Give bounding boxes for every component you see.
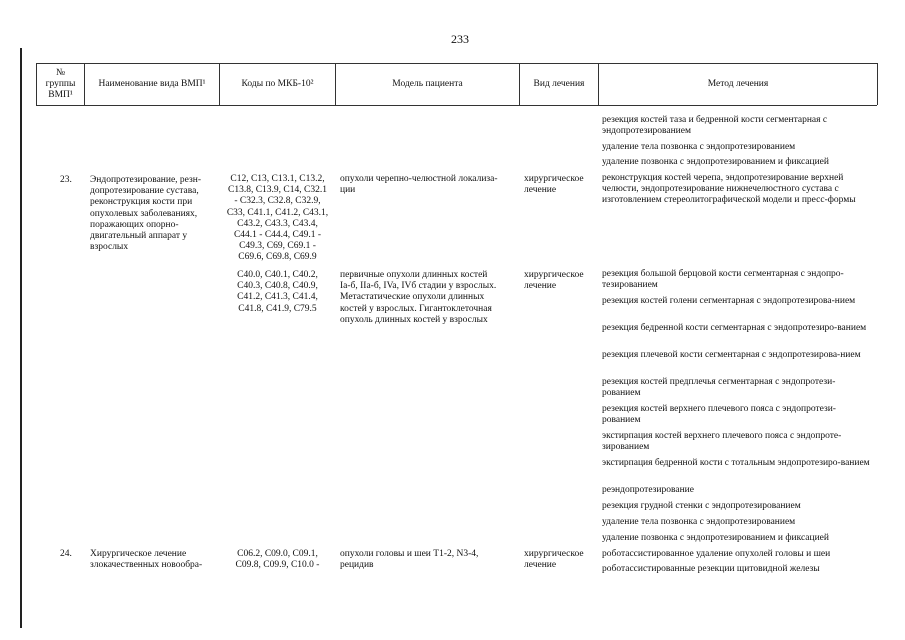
method-item: удаление позвонка с эндопротезированием и фиксацией (602, 533, 829, 543)
method-item: реэндопротезирование (602, 485, 694, 495)
method-item: экстирпация бедренной кости с тотальным эндопротезиро-ванием (602, 458, 870, 468)
header-treatment-type: Вид лечения (533, 78, 585, 89)
method-item: резекция костей таза и бедренной кости сегментарная с эндопротезированием (602, 115, 828, 136)
icd-codes: C06.2, C09.0, C09.1, C09.8, C09.9, C10.0 - (235, 549, 320, 571)
header-icd-codes: Коды по МКБ-10² (241, 78, 314, 89)
method-item: резекция грудной стенки с эндопротезированием (602, 501, 801, 511)
group-number: 24. (60, 549, 72, 559)
page-left-border (20, 48, 22, 628)
method-item: экстирпация костей верхнего плечевого пояса с эндопроте-зированием (602, 431, 842, 452)
treatment-type: хирургическое лечение (524, 270, 584, 292)
table-header-bottom-rule (36, 105, 877, 106)
group-number: 23. (60, 175, 72, 185)
treatment-type: хирургическое лечение (524, 174, 584, 196)
header-patient-model: Модель пациента (392, 78, 463, 89)
header-treatment-method: Метод лечения (707, 78, 769, 89)
method-item: удаление позвонка с эндопротезированием и фиксацией (602, 157, 829, 167)
header-group-number: № группы ВМП¹ (45, 67, 76, 100)
treatment-type: хирургическое лечение (524, 549, 584, 571)
vmp-name: Эндопротезирование, резн- допротезирование сустава, реконструкция кости при опухолевых заболеваниях, поражающих опорно- двигательный аппарат у взрослых (90, 175, 202, 253)
vmp-name: Хирургическое лечение злокачественных новообра- (90, 549, 203, 571)
patient-model: первичные опухоли длинных костей Ia-б, IIa-б, IVa, IVб стадии у взрослых. Метастатические опухоли длинных костей у взрослых. Гигантоклеточная опухоль длинных костей у взрослых (340, 270, 497, 325)
method-item: резекция костей предплечья сегментарная с эндопротези-рованием (602, 377, 836, 398)
method-item: роботассистированные резекции щитовидной железы (602, 564, 820, 574)
patient-model: опухоли черепно-челюстной локализа- ции (340, 174, 498, 196)
method-item: резекция бедренной кости сегментарная с эндопротезиро-ванием (602, 323, 867, 333)
method-item: роботассистированное удаление опухолей головы и шеи (602, 549, 831, 559)
header-divider (877, 63, 878, 105)
method-item: реконструкция костей черепа, эндопротезирование верхней челюсти, эндопротезирование нижнечелюстного сустава с изготовлением стереолитографической модели и пресс-формы (602, 173, 856, 205)
method-item: резекция костей верхнего плечевого пояса с эндопротези-рованием (602, 404, 836, 425)
page-number: 233 (451, 32, 469, 46)
icd-codes: C40.0, C40.1, C40.2, C40.3, C40.8, C40.9, C41.2, C41.3, C41.4, C41.8, C41.9, C79.5 (237, 270, 318, 314)
method-item: удаление тела позвонка с эндопротезированием (602, 517, 796, 527)
method-item: резекция большой берцовой кости сегментарная с эндопро-тезированием (602, 269, 844, 290)
method-item: резекция костей голени сегментарная с эндопротезирова-нием (602, 296, 856, 306)
method-item: резекция плечевой кости сегментарная с эндопротезирова-нием (602, 350, 861, 360)
header-vmp-name: Наименование вида ВМП¹ (98, 78, 206, 89)
patient-model: опухоли головы и шеи T1-2, N3-4, рецидив (340, 549, 479, 571)
method-item: удаление тела позвонка с эндопротезированием (602, 142, 796, 152)
icd-codes: C12, C13, C13.1, C13.2, C13.8, C13.9, C14, C32.1 - C32.3, C32.8, C32.9, C33, C41.1, C41.2, C43.1, C43.2, C43.3, C43.4, C44.1 - C44.4, C49.1 - C49.3, C69, C69.1 - C69.6, C69.8, C69.9 (226, 174, 329, 263)
